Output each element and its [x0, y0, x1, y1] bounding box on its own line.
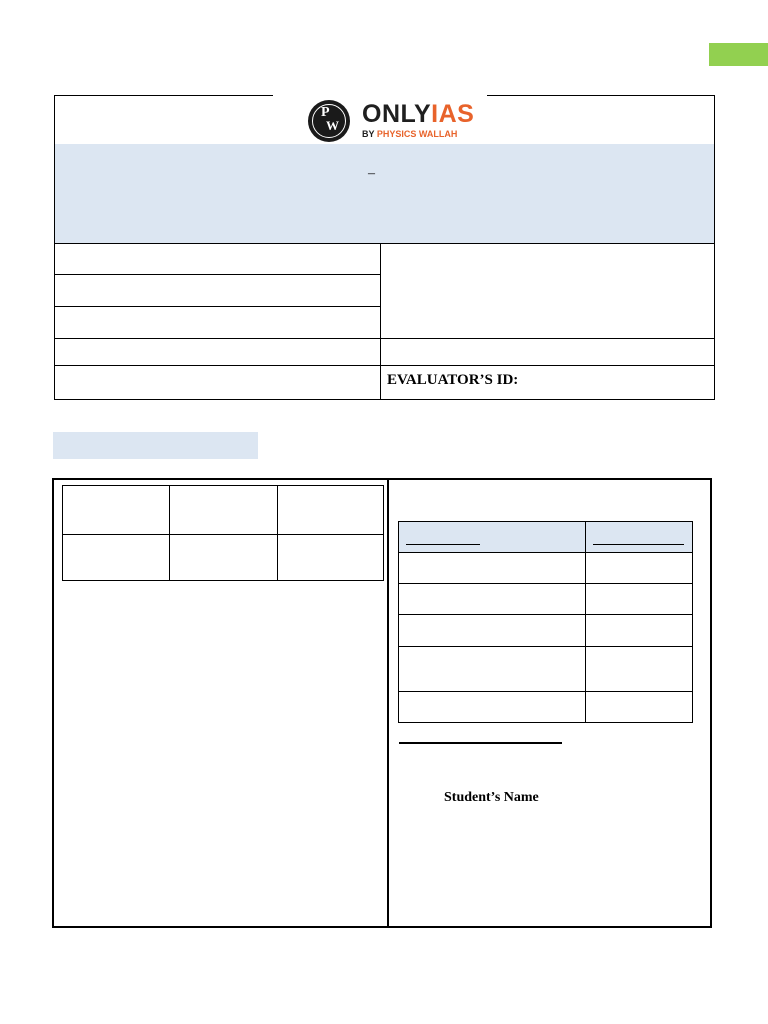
info-row-line: [55, 338, 714, 339]
info-row-line: [55, 306, 380, 307]
score-table-header-cell: [399, 522, 586, 553]
marks-grid: [62, 485, 384, 581]
section-heading-bar: [53, 432, 258, 459]
marks-cell[interactable]: [63, 535, 170, 581]
score-table-cell[interactable]: [586, 553, 693, 584]
score-table-cell[interactable]: [586, 692, 693, 723]
score-table-cell[interactable]: [399, 647, 586, 692]
score-table-cell[interactable]: [399, 584, 586, 615]
evaluation-box-divider: [387, 479, 389, 927]
onlyias-logo: [308, 100, 475, 142]
header-underline: [406, 544, 480, 545]
score-table-cell[interactable]: [586, 615, 693, 647]
marks-cell[interactable]: [63, 486, 170, 535]
score-table-cell[interactable]: [586, 584, 693, 615]
info-column-divider: [380, 244, 381, 400]
green-corner-tab: [709, 43, 768, 66]
info-row-line: [55, 274, 380, 275]
marks-cell[interactable]: [278, 486, 384, 535]
header-underline: [593, 544, 684, 545]
title-dash: –: [368, 166, 375, 181]
marks-cell[interactable]: [170, 486, 278, 535]
score-table-cell[interactable]: [399, 692, 586, 723]
info-row-line: [55, 365, 714, 366]
logo-tagline: BY PHYSICS WALLAH: [362, 129, 458, 139]
pw-badge-icon: P W: [308, 100, 350, 142]
signature-line: [399, 742, 562, 744]
marks-cell[interactable]: [170, 535, 278, 581]
title-band: [55, 144, 714, 244]
score-table-cell[interactable]: [399, 615, 586, 647]
score-table: [398, 521, 693, 723]
score-table-cell[interactable]: [586, 647, 693, 692]
marks-cell[interactable]: [278, 535, 384, 581]
logo-wordmark: ONLYIAS: [362, 100, 475, 128]
score-table-cell[interactable]: [399, 553, 586, 584]
score-table-header-cell: [586, 522, 693, 553]
evaluator-id-label: EVALUATOR’S ID:: [387, 372, 519, 388]
student-name-label: Student’s Name: [444, 790, 539, 805]
